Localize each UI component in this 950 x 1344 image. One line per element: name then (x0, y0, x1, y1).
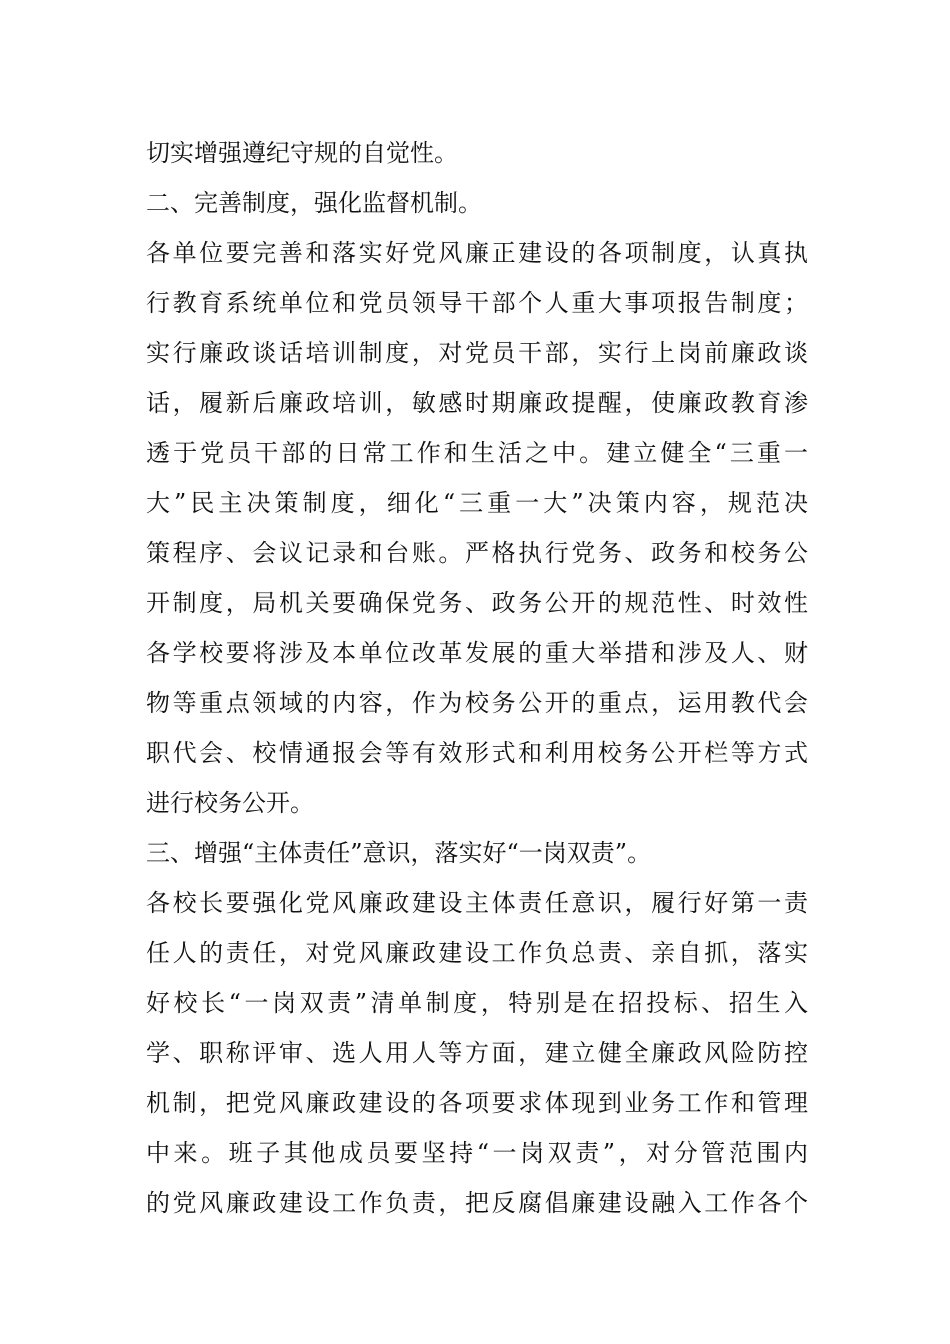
text-line: 大”民主决策制度，细化“三重一大”决策内容，规范决 (146, 489, 808, 517)
text-line: 的党风廉政建设工作负责，把反腐倡廉建设融入工作各个 (146, 1189, 808, 1217)
text-line: 各学校要将涉及本单位改革发展的重大举措和涉及人、财 (146, 639, 808, 667)
text-line: 进行校务公开。 (146, 789, 314, 817)
text-line: 物等重点领域的内容，作为校务公开的重点，运用教代会 (146, 689, 808, 717)
text-line: 机制，把党风廉政建设的各项要求体现到业务工作和管理 (146, 1089, 808, 1117)
text-line: 各单位要完善和落实好党风廉正建设的各项制度，认真执 (146, 239, 808, 267)
text-line: 好校长“一岗双责”清单制度，特别是在招投标、招生入 (146, 989, 808, 1017)
text-line: 切实增强遵纪守规的自觉性。 (146, 139, 458, 167)
text-line: 学、职称评审、选人用人等方面，建立健全廉政风险防控 (146, 1039, 808, 1067)
text-line: 话，履新后廉政培训，敏感时期廉政提醒，使廉政教育渗 (146, 389, 808, 417)
text-line: 职代会、校情通报会等有效形式和利用校务公开栏等方式 (146, 739, 808, 767)
text-line: 透于党员干部的日常工作和生活之中。建立健全“三重一 (146, 439, 808, 467)
text-line: 策程序、会议记录和台账。严格执行党务、政务和校务公 (146, 539, 808, 567)
text-line: 任人的责任，对党风廉政建设工作负总责、亲自抓，落实 (146, 939, 808, 967)
text-line: 开制度，局机关要确保党务、政务公开的规范性、时效性 (146, 589, 808, 617)
text-line: 各校长要强化党风廉政建设主体责任意识，履行好第一责 (146, 889, 808, 917)
text-line: 实行廉政谈话培训制度，对党员干部，实行上岗前廉政谈 (146, 339, 808, 367)
document-body (146, 128, 808, 1228)
text-line: 行教育系统单位和党员领导干部个人重大事项报告制度； (146, 289, 808, 317)
text-line: 中来。班子其他成员要坚持“一岗双责”，对分管范围内 (146, 1139, 808, 1167)
text-line: 三、增强“主体责任”意识，落实好“一岗双责”。 (146, 839, 652, 867)
text-line: 二、完善制度，强化监督机制。 (146, 189, 482, 217)
